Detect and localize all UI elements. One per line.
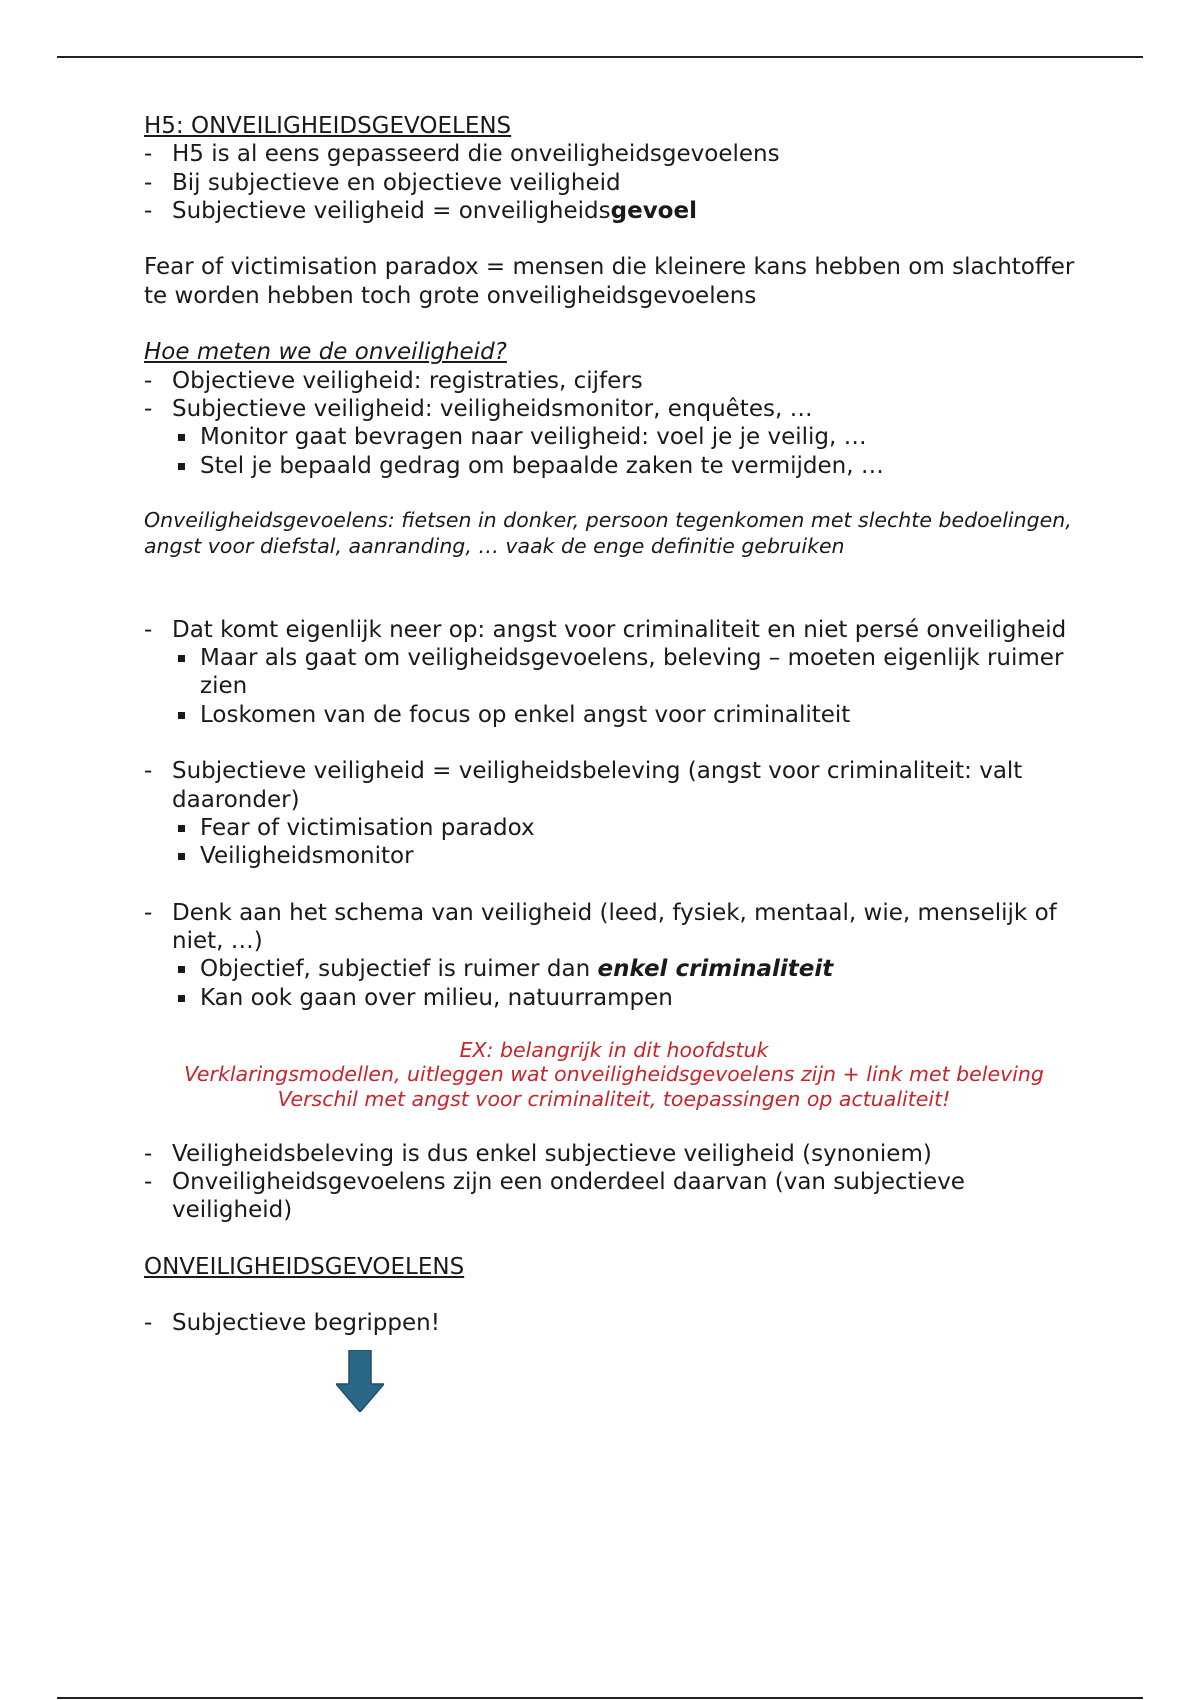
sub-list-item: Loskomen van de focus op enkel angst voor criminaliteit (172, 701, 1084, 729)
list-item (144, 899, 1084, 1012)
block-a-list (144, 616, 1084, 729)
section-heading-h5: H5: ONVEILIGHEIDSGEVOELENS (144, 113, 512, 139)
measure-heading: Hoe meten we de onveiligheid? (144, 339, 507, 366)
list-item (144, 757, 1084, 870)
down-arrow-icon (336, 1350, 1084, 1419)
list-item-text: Dat komt eigenlijk neer op: angst voor criminaliteit en niet persé onveiligheid (172, 616, 1067, 643)
top-rule (57, 56, 1143, 58)
list-item (144, 616, 1084, 729)
sub-list-item: Maar als gaat om veiligheidsgevoelens, beleving – moeten eigenlijk ruimer zien (172, 644, 1084, 701)
paradox-paragraph: Fear of victimisation paradox = mensen die kleinere kans hebben om slachtoffer te worden hebben toch grote onveiligheidsgevoelens (144, 254, 1075, 309)
block-e-list (144, 1309, 1084, 1337)
list-item-text: Denk aan het schema van veiligheid (leed, fysiek, mentaal, wie, menselijk of niet, …) (172, 899, 1057, 955)
exam-note (144, 1038, 1084, 1112)
sub-list-item: Veiligheidsmonitor (172, 842, 1084, 870)
list-item: - Objectieve veiligheid: registraties, cijfers (144, 367, 1084, 395)
bottom-rule (57, 1697, 1143, 1699)
list-item-text: Subjectieve veiligheid: veiligheidsmonitor, enquêtes, … (172, 395, 813, 422)
bold-italic-term: enkel criminaliteit (597, 956, 834, 983)
list-item (144, 395, 1084, 480)
list-item: - Bij subjectieve en objectieve veiligheid (144, 169, 1084, 197)
sub-list-item: Monitor gaat bevragen naar veiligheid: voel je je veilig, … (172, 423, 1084, 451)
section-heading-onveiligheidsgevoelens: ONVEILIGHEIDSGEVOELENS (144, 1253, 465, 1280)
sub-list (172, 814, 1084, 871)
sub-list (172, 955, 1084, 1012)
list-item: - H5 is al eens gepasseerd die onveiligheidsgevoelens (144, 140, 1084, 168)
list-item-text: Subjectieve veiligheid = onveiligheids (172, 197, 611, 224)
exam-note-line: EX: belangrijk in dit hoofdstuk (459, 1037, 769, 1062)
exam-note-line: Verklaringsmodellen, uitleggen wat onveiligheidsgevoelens zijn + link met beleving (184, 1062, 1044, 1087)
sub-list-item: Stel je bepaald gedrag om bepaalde zaken te vermijden, … (172, 452, 1084, 480)
measure-list (144, 367, 1084, 480)
list-item (144, 197, 1084, 225)
block-c-list (144, 899, 1084, 1012)
exam-note-line: Verschil met angst voor criminaliteit, toepassingen op actualiteit! (277, 1086, 951, 1111)
block-b-list (144, 757, 1084, 870)
sub-list (172, 423, 1084, 480)
sub-list-item-text: Objectief, subjectief is ruimer dan (200, 956, 598, 983)
sub-list-item: Kan ook gaan over milieu, natuurrampen (172, 984, 1084, 1012)
list-item-text: Subjectieve veiligheid = veiligheidsbeleving (angst voor criminaliteit: valt daaronder) (172, 758, 1023, 813)
list-item: - Subjectieve begrippen! (144, 1309, 1084, 1337)
sub-list-item: Fear of victimisation paradox (172, 814, 1084, 842)
block-d-list (144, 1140, 1084, 1225)
sub-list (172, 644, 1084, 729)
sub-list-item (172, 955, 1084, 983)
list-item: - Onveiligheidsgevoelens zijn een onderdeel daarvan (van subjectieve veiligheid) (144, 1168, 1084, 1225)
italic-note: Onveiligheidsgevoelens: fietsen in donker, persoon tegenkomen met slechte bedoelingen, angst voor diefstal, aanranding, … vaak de enge definitie gebruiken (144, 508, 1072, 558)
document-page (144, 112, 1084, 1419)
list-item: - Veiligheidsbeleving is dus enkel subjectieve veiligheid (synoniem) (144, 1140, 1084, 1168)
bold-term: gevoel (610, 197, 697, 224)
intro-list (144, 140, 1084, 225)
